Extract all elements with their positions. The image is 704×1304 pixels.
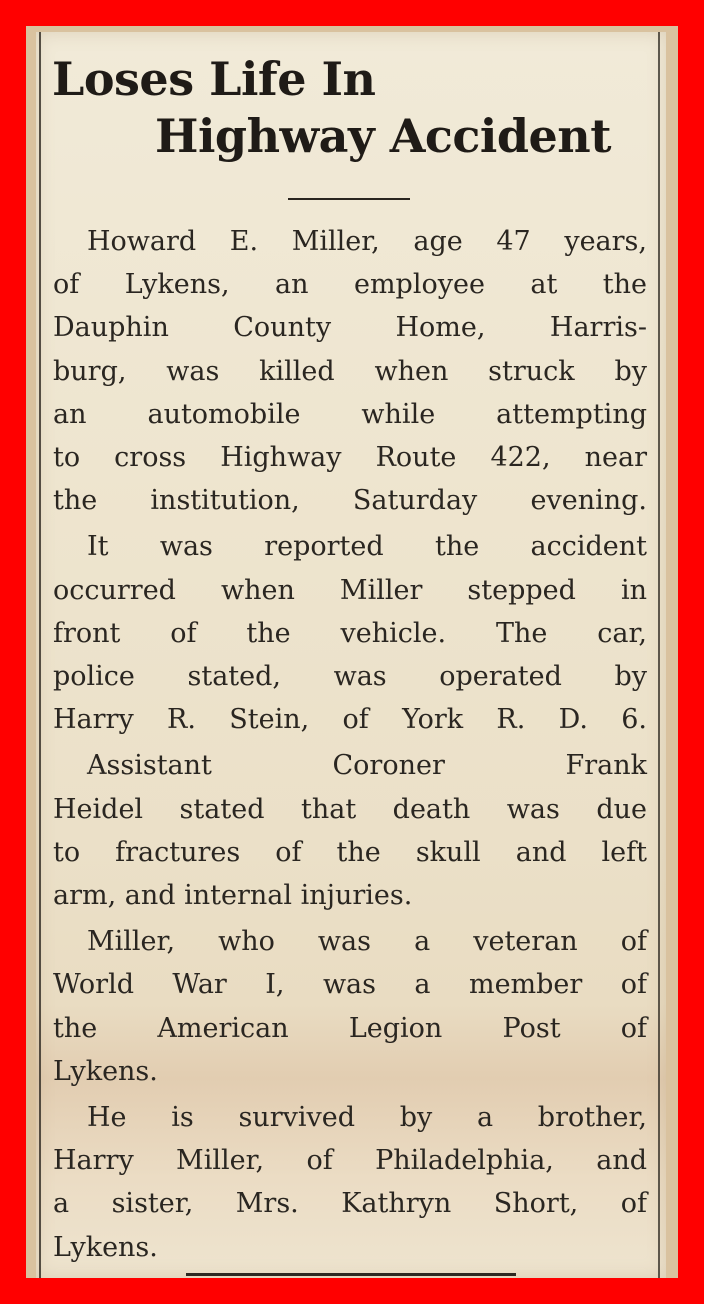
- column-rule-bottom: [186, 1273, 516, 1276]
- headline-line-1: Loses Life In: [52, 52, 376, 106]
- text-line: arm, and internal injuries.: [53, 880, 413, 912]
- text-line: Harry Miller, of Philadelphia, and: [53, 1145, 647, 1177]
- text-line: Harry R. Stein, of York R. D. 6.: [53, 704, 647, 736]
- text-line: Lykens.: [53, 1055, 158, 1087]
- column-rule-left: [39, 32, 41, 1278]
- text-line: Dauphin County Home, Harris-: [53, 312, 647, 344]
- text-line: Howard E. Miller, age 47 years,: [87, 226, 647, 257]
- text-line: It was reported the accident: [87, 531, 647, 563]
- text-line: to cross Highway Route 422, near: [53, 442, 647, 474]
- text-line: of Lykens, an employee at the: [53, 269, 647, 301]
- text-line: Assistant Coroner Frank: [87, 750, 647, 782]
- text-line: burg, was killed when struck by: [53, 355, 647, 387]
- text-line: an automobile while attempting: [53, 398, 647, 430]
- text-line: front of the vehicle. The car,: [53, 617, 647, 649]
- text-line: World War I, was a member of: [53, 969, 647, 1001]
- headline: [52, 52, 652, 163]
- paragraph-3: [53, 744, 647, 917]
- text-line: He is survived by a brother,: [87, 1102, 647, 1134]
- headline-divider: [288, 198, 410, 200]
- text-line: the American Legion Post of: [53, 1012, 647, 1044]
- text-line: the institution, Saturday evening.: [53, 485, 647, 517]
- text-line: Lykens.: [53, 1231, 158, 1263]
- text-line: Miller, who was a veteran of: [87, 926, 647, 958]
- paragraph-4: [53, 920, 647, 1093]
- newspaper-clipping: [36, 32, 666, 1278]
- paragraph-2: [53, 525, 647, 741]
- paragraph-1: [53, 220, 647, 522]
- text-line: Heidel stated that death was due: [53, 793, 647, 825]
- text-line: police stated, was operated by: [53, 661, 647, 693]
- red-border-frame: [26, 26, 678, 1278]
- text-line: occurred when Miller stepped in: [53, 574, 647, 606]
- paragraph-5: [53, 1096, 647, 1269]
- text-line: a sister, Mrs. Kathryn Short, of: [53, 1188, 647, 1220]
- headline-line-2: Highway Accident: [155, 109, 611, 163]
- article-body: [53, 220, 647, 1272]
- text-line: to fractures of the skull and left: [53, 836, 647, 868]
- column-rule-right: [658, 32, 660, 1278]
